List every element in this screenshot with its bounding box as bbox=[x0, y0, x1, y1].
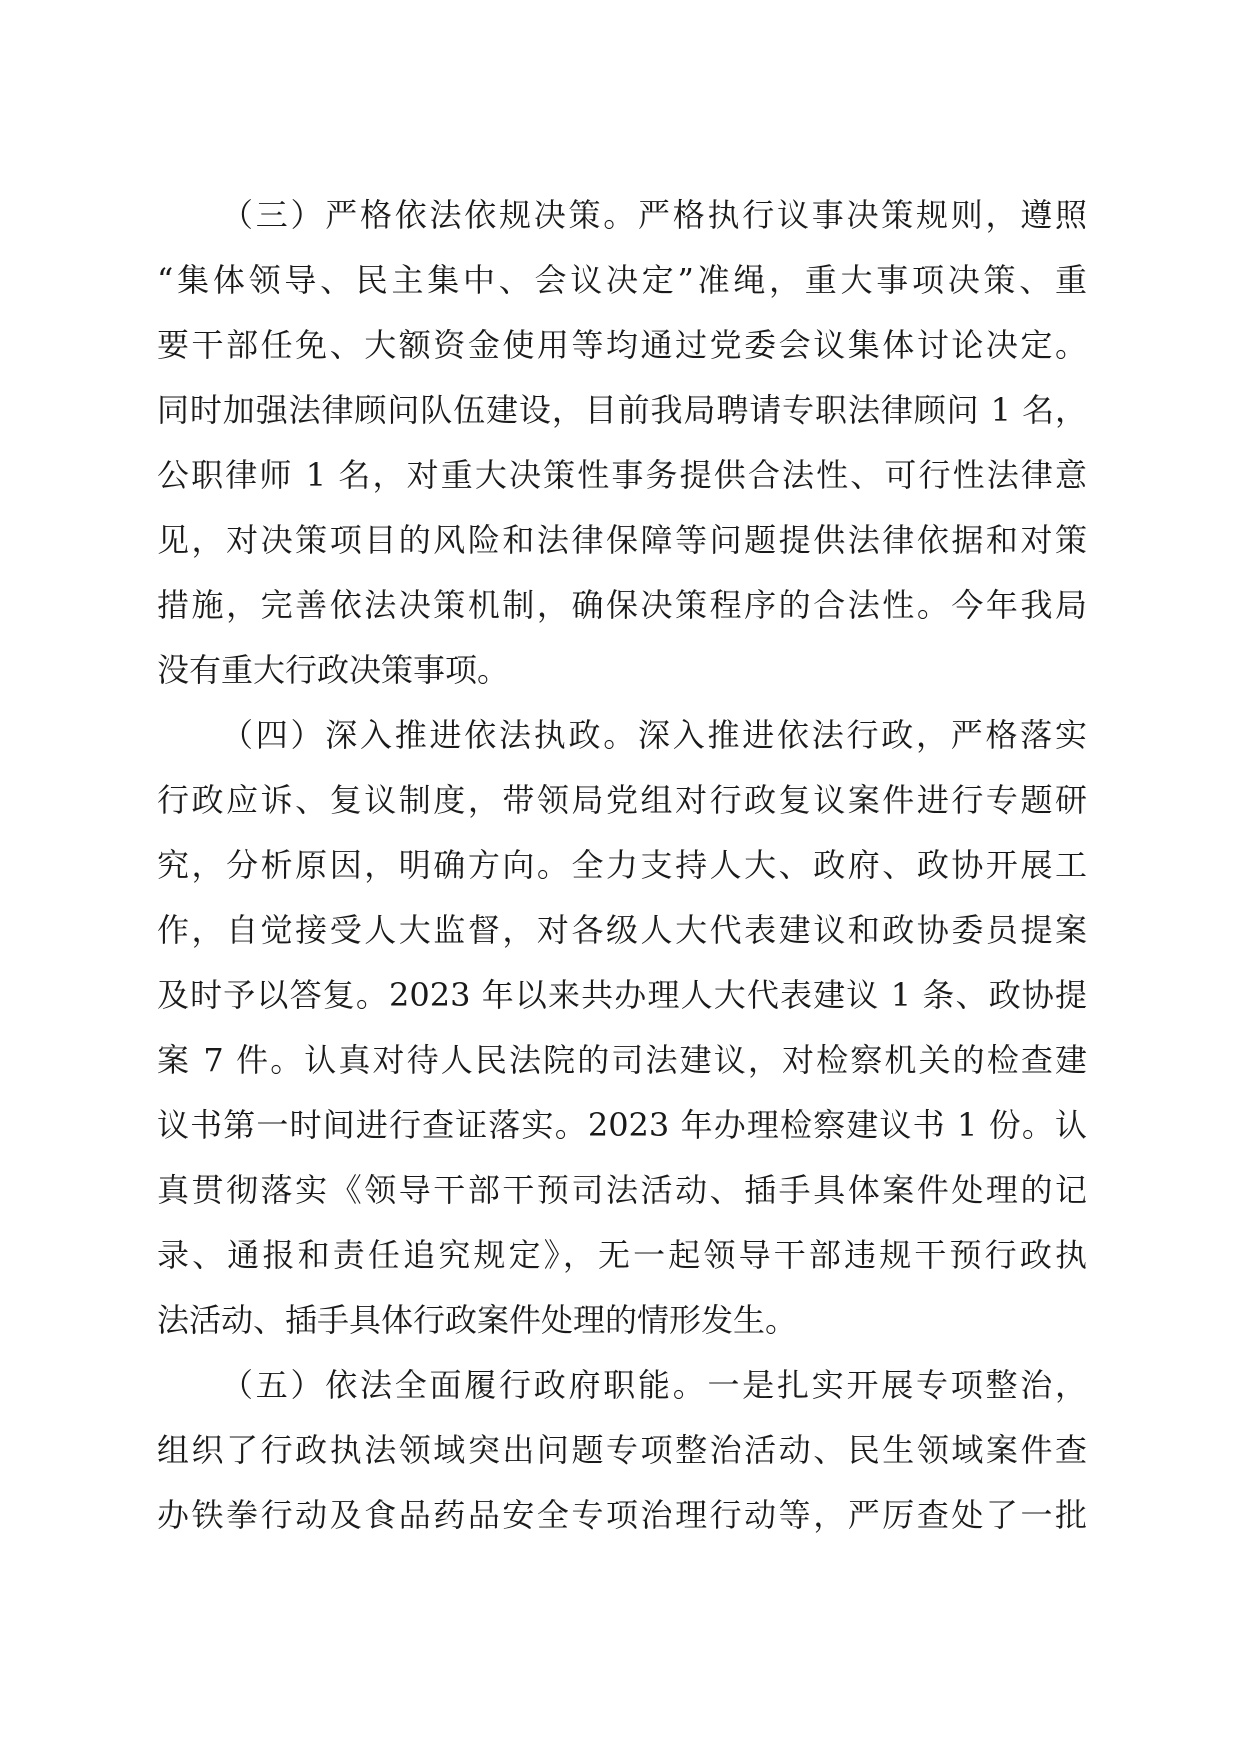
text-line: “集体领导、民主集中、会议决定”准绳，重大事项决策、重 bbox=[157, 261, 1087, 299]
text-line: 案 7 件。认真对待人民法院的司法建议，对检察机关的检查建 bbox=[157, 1041, 1087, 1079]
text-line: 录、通报和责任追究规定》，无一起领导干部违规干预行政执 bbox=[157, 1236, 1087, 1274]
text-line: 议书第一时间进行查证落实。2023 年办理检察建议书 1 份。认 bbox=[157, 1106, 1087, 1144]
text-line: 要干部任免、大额资金使用等均通过党委会议集体讨论决定。 bbox=[157, 326, 1087, 364]
text-line: （三）严格依法依规决策。严格执行议事决策规则，遵照 bbox=[221, 196, 1087, 234]
text-line: 没有重大行政决策事项。 bbox=[157, 651, 510, 689]
text-line: （五）依法全面履行政府职能。一是扎实开展专项整治， bbox=[221, 1366, 1087, 1404]
paragraph-4 bbox=[157, 703, 1087, 1353]
text-line: 公职律师 1 名，对重大决策性事务提供合法性、可行性法律意 bbox=[157, 456, 1087, 494]
text-line: 作，自觉接受人大监督，对各级人大代表建议和政协委员提案 bbox=[157, 911, 1087, 949]
paragraph-5 bbox=[157, 1353, 1087, 1548]
text-line: 法活动、插手具体行政案件处理的情形发生。 bbox=[157, 1301, 798, 1339]
text-line: 办铁拳行动及食品药品安全专项治理行动等，严厉查处了一批 bbox=[157, 1496, 1087, 1534]
text-line: 及时予以答复。2023 年以来共办理人大代表建议 1 条、政协提 bbox=[157, 976, 1087, 1014]
paragraph-3 bbox=[157, 183, 1087, 703]
document-body bbox=[157, 183, 1087, 1548]
text-line: 真贯彻落实《领导干部干预司法活动、插手具体案件处理的记 bbox=[157, 1171, 1087, 1209]
text-line: 同时加强法律顾问队伍建设，目前我局聘请专职法律顾问 1 名， bbox=[157, 391, 1087, 429]
text-line: 措施，完善依法决策机制，确保决策程序的合法性。今年我局 bbox=[157, 586, 1087, 624]
text-line: 行政应诉、复议制度，带领局党组对行政复议案件进行专题研 bbox=[157, 781, 1087, 819]
text-line: （四）深入推进依法执政。深入推进依法行政，严格落实 bbox=[221, 716, 1087, 754]
text-line: 究，分析原因，明确方向。全力支持人大、政府、政协开展工 bbox=[157, 846, 1087, 884]
text-line: 组织了行政执法领域突出问题专项整治活动、民生领域案件查 bbox=[157, 1431, 1087, 1469]
text-line: 见，对决策项目的风险和法律保障等问题提供法律依据和对策 bbox=[157, 521, 1087, 559]
